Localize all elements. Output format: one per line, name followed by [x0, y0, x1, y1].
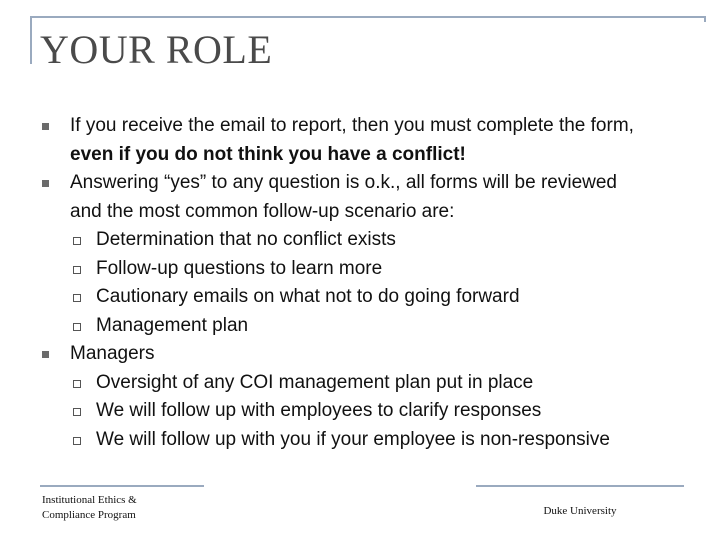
title-frame-left-line [30, 16, 32, 64]
bullet-item-continuation [40, 198, 712, 227]
sub-bullet-text: Cautionary emails on what not to do going forward [96, 286, 520, 307]
footer-org-line: Institutional Ethics & [42, 494, 137, 506]
slide-title: YOUR ROLE [40, 27, 273, 72]
sub-bullet-item [40, 283, 712, 312]
square-bullet-icon [42, 123, 49, 130]
sub-bullet-item [40, 312, 712, 341]
square-bullet-icon [42, 351, 49, 358]
bullet-item [40, 169, 712, 198]
bullet-item [40, 112, 712, 141]
footer-organization [42, 493, 202, 523]
bullet-text: Managers [70, 343, 155, 364]
sub-bullet-text: Management plan [96, 314, 249, 336]
sub-bullet-item [40, 226, 712, 255]
hollow-square-bullet-icon [73, 266, 81, 274]
sub-bullet-text: We will follow up with you if your employee is non-responsive [96, 428, 610, 450]
sub-bullet-text: We will follow up with employees to clarify responses [96, 400, 542, 421]
hollow-square-bullet-icon [73, 323, 81, 331]
bullet-text: and the most common follow-up scenario are: [70, 200, 455, 222]
square-bullet-icon [42, 180, 49, 187]
bullet-item [40, 340, 712, 369]
sub-bullet-text: Determination that no conflict exists [96, 229, 396, 250]
footer-university: Duke University [543, 505, 617, 517]
sub-bullet-text: Oversight of any COI management plan put in place [96, 371, 534, 393]
bullet-text: If you receive the email to report, then you must complete the form, [70, 115, 634, 136]
bullet-item-continuation [40, 141, 712, 170]
sub-bullet-item [40, 255, 712, 284]
footer-divider-right [476, 485, 684, 487]
hollow-square-bullet-icon [73, 294, 81, 302]
sub-bullet-item [40, 426, 712, 455]
footer-org-line: Compliance Program [42, 509, 136, 521]
slide-body [40, 112, 712, 454]
hollow-square-bullet-icon [73, 437, 81, 445]
bullet-text-bold: even if you do not think you have a conflict! [70, 143, 466, 165]
hollow-square-bullet-icon [73, 237, 81, 245]
sub-bullet-text: Follow-up questions to learn more [96, 257, 383, 279]
hollow-square-bullet-icon [73, 380, 81, 388]
bullet-text: Answering “yes” to any question is o.k., all forms will be reviewed [70, 172, 618, 193]
title-frame-right-tick [704, 16, 706, 22]
title-frame-top-line [30, 16, 706, 18]
sub-bullet-item [40, 369, 712, 398]
hollow-square-bullet-icon [73, 408, 81, 416]
footer-divider-left [40, 485, 204, 487]
sub-bullet-item [40, 397, 712, 426]
